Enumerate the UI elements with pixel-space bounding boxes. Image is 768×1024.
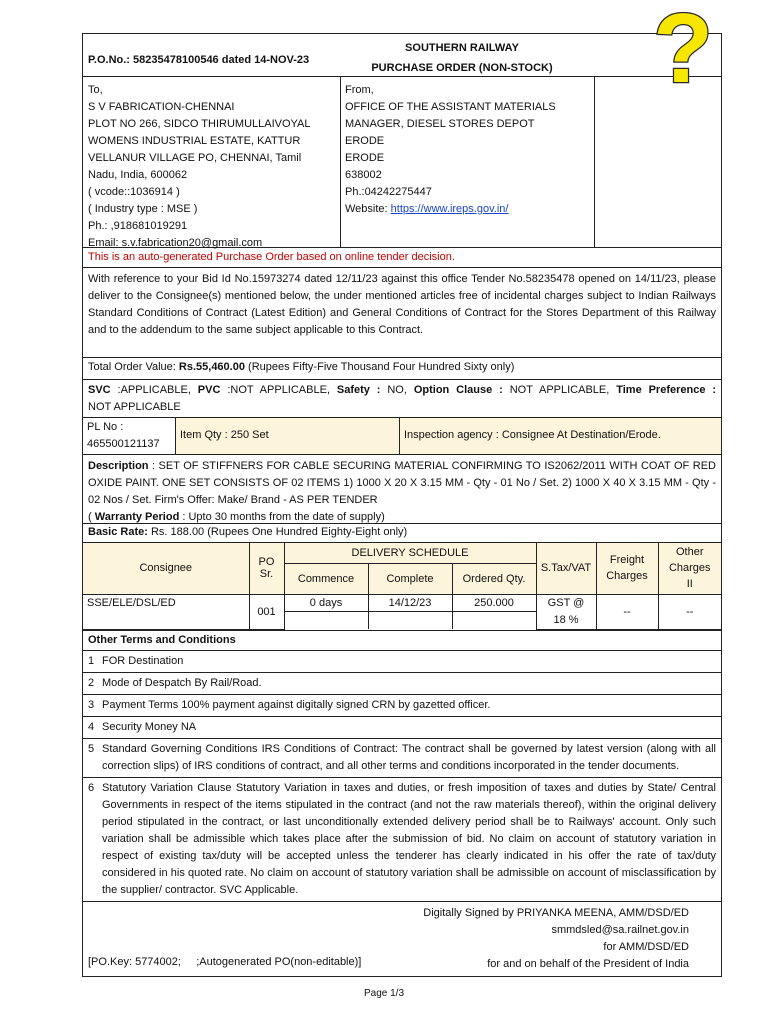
supplier-phone: Ph.: ,918681019291 bbox=[88, 220, 188, 232]
delivery-schedule-table bbox=[83, 543, 721, 630]
supplier-address-line: PLOT NO 266, SIDCO THIRUMULLAIVOYAL bbox=[88, 118, 311, 130]
header-commence: Commence bbox=[284, 563, 368, 594]
supplier-address-line: WOMENS INDUSTRIAL ESTATE, KATTUR bbox=[88, 135, 301, 147]
header-other-line1: Other bbox=[675, 546, 704, 559]
total-words: (Rupees Fifty-Five Thousand Four Hundred Sixty only) bbox=[244, 361, 515, 373]
question-mark-glyph: ? bbox=[653, 4, 713, 103]
pvc-label: PVC bbox=[197, 384, 221, 396]
term-number: 5 bbox=[88, 742, 95, 755]
on-behalf-of: for and on behalf of the President of India bbox=[487, 957, 689, 970]
supplier-industry-type: ( Industry type : MSE ) bbox=[88, 203, 198, 215]
page-number: Page 1/3 bbox=[363, 988, 405, 999]
pl-label: PL No : bbox=[87, 421, 124, 433]
inspection-agency: Inspection agency : Consignee At Destination/Erode. bbox=[404, 429, 661, 441]
cell-other-charges: -- bbox=[658, 594, 721, 629]
po-key: [PO.Key: 5774002; ;Autogenerated PO(non-editable)] bbox=[88, 955, 362, 968]
term-item bbox=[83, 695, 721, 717]
signature-block bbox=[83, 902, 721, 976]
reference-paragraph: With reference to your Bid Id No.15973274 dated 12/11/23 against this office Tender No.58235478 opened on 14/11/23, please deliver to the Consignee(s) mentioned below, the under mentioned articles free of incidental charges subject to Indian Railways Standard Conditions of Contract (Latest Edition) and General Conditions of Contract for the Stores Department of this Railway and to the addendum to the same subject applicable to this Contract. bbox=[83, 268, 721, 358]
header-freight-line2: Charges bbox=[606, 570, 648, 583]
cell-freight: -- bbox=[596, 594, 658, 629]
header-ordered-qty: Ordered Qty. bbox=[452, 563, 536, 594]
basic-rate-text: Rs. 188.00 (Rupees One Hundred Eighty-Eight only) bbox=[147, 526, 408, 538]
office-name-cont: MANAGER, DIESEL STORES DEPOT bbox=[345, 118, 535, 130]
pl-value: 465500121137 bbox=[87, 438, 160, 450]
office-city: ERODE bbox=[345, 135, 385, 147]
cell-po-sr: 001 bbox=[249, 594, 284, 629]
cell-stax bbox=[536, 594, 596, 629]
basic-rate bbox=[83, 524, 721, 543]
document-type: PURCHASE ORDER (NON-STOCK) bbox=[371, 62, 553, 74]
cell-stax-line2: 18 % bbox=[553, 613, 579, 626]
header-complete: Complete bbox=[368, 563, 452, 594]
cell-empty bbox=[284, 612, 368, 630]
purchase-order-document bbox=[82, 33, 722, 977]
term-text: Mode of Despatch By Rail/Road. bbox=[102, 676, 262, 689]
header-delivery-schedule: DELIVERY SCHEDULE bbox=[284, 543, 536, 563]
header-freight-line1: Freight bbox=[609, 554, 645, 567]
cell-ordered-qty: 250.000 bbox=[452, 594, 536, 612]
terms-title: Other Terms and Conditions bbox=[83, 631, 721, 651]
term-text: Statutory Variation Clause Statutory Variation in taxes and duties, or fresh imposition of taxes and duties by State/ Central Governments in respect of the items stipulated in the contract (and not the raw materials thereof), within the original delivery period stipulated in the contract, or last unconditionally extended delivery period shall be to Railways' account. Only such variation shall be admissible which takes place after the submission of bid. No claim on account of statutory variation in respect of existing tax/duty will be accepted unless the tenderer has clearly indicated in his offer the rate of tax/duty considered in his quoted rate. No claim on account of statutory variation shall be admissible on account of misclassification by the supplier/ contractor. SVC Applicable. bbox=[102, 781, 716, 896]
table-row bbox=[83, 594, 721, 612]
office-website bbox=[345, 201, 590, 218]
header-po-sr bbox=[249, 543, 284, 594]
from-label: From, bbox=[345, 84, 374, 96]
warranty-open: ( bbox=[88, 511, 95, 523]
supplier-name: S V FABRICATION-CHENNAI bbox=[88, 101, 235, 113]
office-address bbox=[341, 77, 595, 247]
description-text: : SET OF STIFFNERS FOR CABLE SECURING MATERIAL CONFIRMING TO IS2062/2011 WITH COAT OF RED OXIDE PAINT. ONE SET CONSISTS OF 02 ITEMS 1) 1000 X 20 X 3.15 MM - Qty - 01 No / Set. 2) 1000 X 40 X 3.15 MM - Qty - 02 Nos / Set. Firm's Offer: Make/ Brand - AS PER TENDER bbox=[88, 460, 716, 506]
office-pincode: 638002 bbox=[345, 169, 382, 181]
term-number: 4 bbox=[88, 720, 95, 733]
term-item bbox=[83, 673, 721, 695]
office-phone: Ph.:04242275447 bbox=[345, 186, 432, 198]
svc-clauses bbox=[83, 380, 721, 418]
term-item bbox=[83, 778, 721, 902]
header-other-line2: Charges bbox=[668, 562, 711, 575]
safety-value: NO, bbox=[380, 384, 414, 396]
total-order-value bbox=[83, 358, 721, 380]
to-label: To, bbox=[88, 84, 103, 96]
term-text: FOR Destination bbox=[102, 654, 184, 667]
item-description bbox=[83, 455, 721, 524]
header-consignee: Consignee bbox=[83, 543, 249, 594]
organization-name: SOUTHERN RAILWAY bbox=[405, 42, 519, 54]
safety-label: Safety : bbox=[336, 384, 381, 396]
warranty-label: Warranty Period bbox=[94, 511, 180, 523]
auto-generated-notice: This is an auto-generated Purchase Order based on online tender decision. bbox=[83, 248, 721, 268]
term-text: Standard Governing Conditions IRS Conditions of Contract: The contract shall be governed by latest version (along with all correction slips) of IRS conditions of contract, and all other terms and conditions incorporated in the tender documents. bbox=[102, 742, 716, 772]
svc-value: :APPLICABLE, bbox=[110, 384, 198, 396]
term-text: Payment Terms 100% payment against digitally signed CRN by gazetted officer. bbox=[102, 698, 491, 711]
term-number: 2 bbox=[88, 676, 95, 689]
table-header-row bbox=[83, 543, 721, 563]
pl-number bbox=[83, 418, 176, 454]
term-number: 6 bbox=[88, 781, 95, 794]
term-item bbox=[83, 739, 721, 778]
item-info-row bbox=[83, 418, 721, 455]
cell-empty bbox=[368, 612, 452, 630]
po-number: P.O.No.: 58235478100546 dated 14-NOV-23 bbox=[88, 54, 310, 66]
time-preference-value: NOT APPLICABLE bbox=[88, 401, 181, 413]
header-po-sr-line1: PO bbox=[258, 556, 275, 569]
supplier-address bbox=[83, 77, 341, 247]
question-mark-icon bbox=[650, 4, 716, 104]
basic-rate-label: Basic Rate: bbox=[88, 526, 148, 538]
delivery-schedule-section bbox=[83, 543, 721, 631]
cell-stax-line1: GST @ bbox=[547, 596, 585, 609]
item-quantity: Item Qty : 250 Set bbox=[176, 418, 400, 454]
term-item bbox=[83, 651, 721, 673]
office-name: OFFICE OF THE ASSISTANT MATERIALS bbox=[345, 101, 556, 113]
option-clause-label: Option Clause : bbox=[413, 384, 503, 396]
term-number: 1 bbox=[88, 654, 95, 667]
address-block bbox=[83, 77, 721, 248]
description-label: Description bbox=[88, 460, 149, 472]
office-district: ERODE bbox=[345, 152, 385, 164]
total-amount: Rs.55,460.00 bbox=[178, 361, 245, 373]
header-po-sr-line2: Sr. bbox=[259, 568, 274, 581]
term-number: 3 bbox=[88, 698, 95, 711]
option-clause-value: NOT APPLICABLE, bbox=[502, 384, 617, 396]
website-label: Website: bbox=[345, 203, 391, 215]
signer-designation: for AMM/DSD/ED bbox=[603, 940, 689, 953]
header-stax: S.Tax/VAT bbox=[536, 543, 596, 594]
pvc-value: :NOT APPLICABLE, bbox=[220, 384, 337, 396]
supplier-address-line: VELLANUR VILLAGE PO, CHENNAI, Tamil bbox=[88, 152, 302, 164]
term-text: Security Money NA bbox=[102, 720, 197, 733]
cell-commence: 0 days bbox=[284, 594, 368, 612]
time-preference-label: Time Preference : bbox=[616, 384, 717, 396]
po-title-block bbox=[333, 34, 591, 76]
supplier-vcode: ( vcode::1036914 ) bbox=[88, 186, 180, 198]
cell-empty bbox=[452, 612, 536, 630]
signer-email: smmdsled@sa.railnet.gov.in bbox=[551, 923, 689, 936]
po-header bbox=[83, 34, 721, 77]
term-item bbox=[83, 717, 721, 739]
supplier-email: Email: s.v.fabrication20@gmail.com bbox=[88, 237, 263, 249]
svc-label: SVC bbox=[88, 384, 111, 396]
signed-by: Digitally Signed by PRIYANKA MEENA, AMM/DSD/ED bbox=[423, 906, 689, 919]
header-other-line3: II bbox=[686, 578, 693, 591]
cell-consignee: SSE/ELE/DSL/ED bbox=[83, 594, 249, 629]
total-label: Total Order Value: bbox=[88, 361, 179, 373]
header-freight bbox=[596, 543, 658, 594]
supplier-address-line: Nadu, India, 600062 bbox=[88, 169, 188, 181]
header-other-charges bbox=[658, 543, 721, 594]
warranty-text: : Upto 30 months from the date of supply) bbox=[179, 511, 385, 523]
cell-complete: 14/12/23 bbox=[368, 594, 452, 612]
website-link[interactable]: https://www.ireps.gov.in/ bbox=[390, 203, 509, 215]
